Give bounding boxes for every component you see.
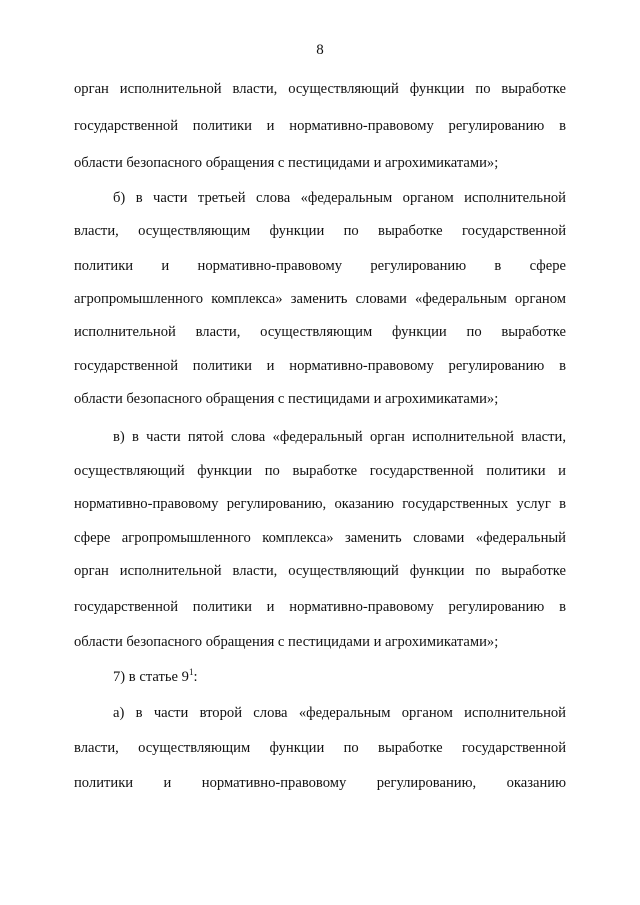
text-line: б) в части третьей слова «федеральным органом исполнительной xyxy=(113,190,566,206)
text-line: государственной политики и нормативно-правовому регулированию в xyxy=(74,358,566,374)
text-line: власти, осуществляющим функции по выработке государственной xyxy=(74,740,566,756)
text-line: власти, осуществляющим функции по выработке государственной xyxy=(74,223,566,239)
text-line: исполнительной власти, осуществляющим функции по выработке xyxy=(74,324,566,340)
text-line: политики и нормативно-правовому регулированию, оказанию xyxy=(74,775,566,791)
page-number: 8 xyxy=(316,42,324,58)
text-line: нормативно-правовому регулированию, оказанию государственных услуг в xyxy=(74,496,566,512)
text-line: а) в части второй слова «федеральным органом исполнительной xyxy=(113,705,566,721)
text-line: осуществляющий функции по выработке государственной политики и xyxy=(74,463,566,479)
text-line: государственной политики и нормативно-правовому регулированию в xyxy=(74,118,566,134)
text-line: сфере агропромышленного комплекса» заменить словами «федеральный xyxy=(74,530,566,546)
text-line: в) в части пятой слова «федеральный орган исполнительной власти, xyxy=(113,429,566,445)
article-heading xyxy=(113,667,566,687)
text-line: области безопасного обращения с пестицидами и агрохимикатами»; xyxy=(74,634,499,650)
text-line: области безопасного обращения с пестицидами и агрохимикатами»; xyxy=(74,391,499,407)
article-superscript: 1 xyxy=(188,667,194,677)
text-line: орган исполнительной власти, осуществляющий функции по выработке xyxy=(74,563,566,579)
text-line: области безопасного обращения с пестицидами и агрохимикатами»; xyxy=(74,155,499,171)
article-heading-suffix: : xyxy=(193,669,198,685)
text-line: орган исполнительной власти, осуществляющий функции по выработке xyxy=(74,81,566,97)
text-line: агропромышленного комплекса» заменить словами «федеральным органом xyxy=(74,291,566,307)
text-line: политики и нормативно-правовому регулированию в сфере xyxy=(74,258,566,274)
article-heading-text: 7) в статье 9 xyxy=(113,669,189,685)
text-line: государственной политики и нормативно-правовому регулированию в xyxy=(74,599,566,615)
